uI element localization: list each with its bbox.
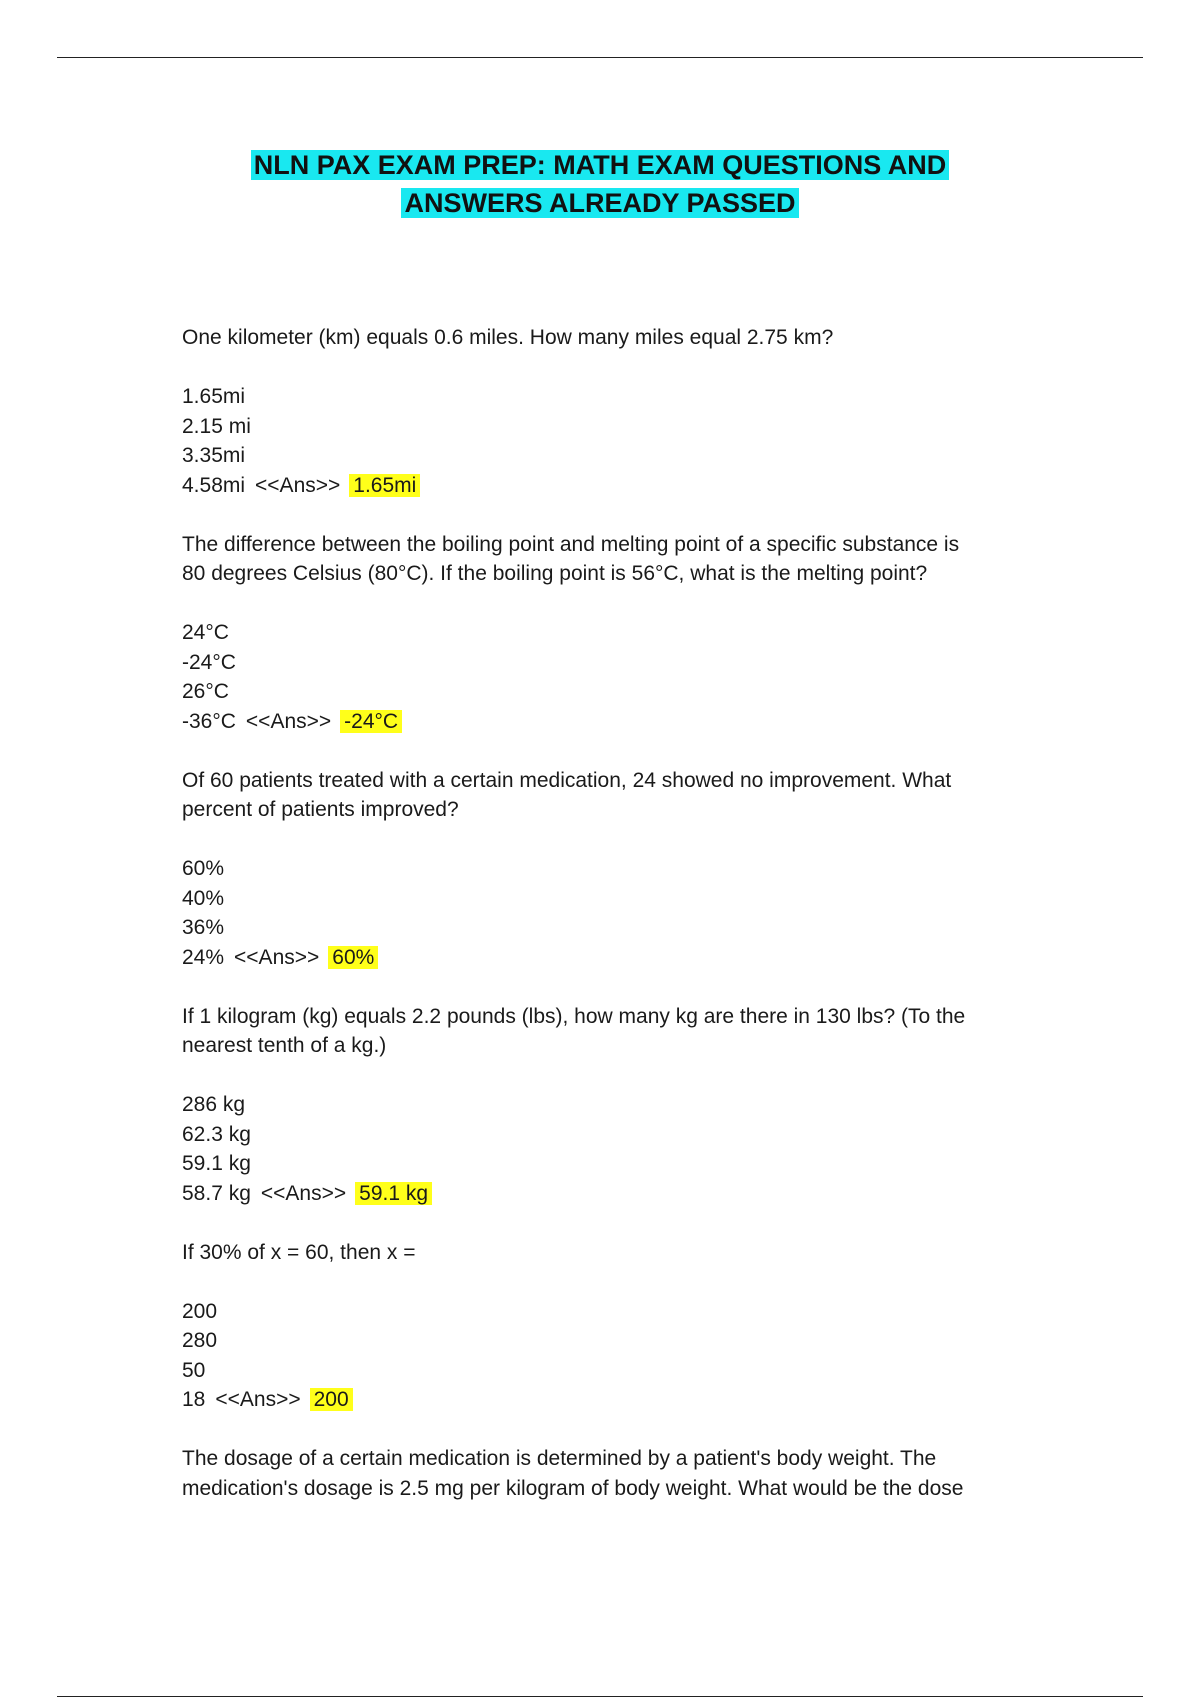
answer-marker: <<Ans>> [215, 1388, 301, 1411]
answer-marker: <<Ans>> [260, 1181, 347, 1205]
option: 40% [182, 886, 225, 910]
option: 286 kg [182, 1093, 246, 1116]
question-1-text: One kilometer (km) equals 0.6 miles. How many miles equal 2.75 km? [182, 326, 834, 349]
bottom-divider [57, 1696, 1143, 1697]
option: 24% [182, 945, 225, 969]
option: 59.1 kg [182, 1152, 251, 1175]
option: 26°C [182, 680, 229, 703]
option: -36°C [182, 709, 236, 733]
option-with-answer [182, 1385, 1042, 1415]
option: 60% [182, 857, 225, 880]
option-with-answer [182, 471, 1042, 501]
option: 2.15 mi [182, 414, 251, 438]
answer-marker: <<Ans>> [234, 945, 320, 969]
top-divider [57, 57, 1143, 58]
question-list [182, 323, 1042, 1533]
question-5-text: If 30% of x = 60, then x = [182, 1240, 416, 1264]
option: 4.58mi [182, 473, 246, 497]
answer-marker: <<Ans>> [245, 709, 332, 733]
option: 3.35mi [182, 444, 246, 467]
option: 1.65mi [182, 385, 246, 408]
answer-highlight: 60% [328, 946, 378, 969]
option: 62.3 kg [182, 1122, 251, 1146]
answer-highlight: 59.1 kg [355, 1182, 432, 1205]
question-2-options [182, 618, 1042, 736]
answer-highlight: -24°C [340, 710, 402, 733]
option: 36% [182, 916, 225, 939]
question-1-options [182, 382, 1042, 500]
document-title [0, 146, 1200, 222]
option: 18 [182, 1388, 206, 1411]
question-4-text: If 1 kilogram (kg) equals 2.2 pounds (lbs), how many kg are there in 130 lbs? (To the nearest tenth of a kg.) [182, 1004, 966, 1057]
question-2-text: The difference between the boiling point and melting point of a specific substance is 80 degrees Celsius (80°C). If the boiling point is 56°C, what is the melting point? [182, 532, 960, 585]
question-4-options [182, 1090, 1042, 1208]
question-3-text: Of 60 patients treated with a certain medication, 24 showed no improvement. What percent of patients improved? [182, 768, 952, 821]
question-6-text: The dosage of a certain medication is determined by a patient's body weight. The medication's dosage is 2.5 mg per kilogram of body weight. What would be the dose [182, 1447, 964, 1500]
option: 58.7 kg [182, 1181, 251, 1205]
option-with-answer [182, 943, 1042, 973]
option: 24°C [182, 621, 229, 644]
answer-highlight: 1.65mi [349, 474, 420, 497]
answer-marker: <<Ans>> [255, 473, 341, 497]
question-5-options [182, 1297, 1042, 1415]
option: -24°C [182, 650, 236, 674]
option: 200 [182, 1299, 218, 1323]
title-line-1: NLN PAX EXAM PREP: MATH EXAM QUESTIONS AND [251, 150, 950, 180]
answer-highlight: 200 [310, 1388, 353, 1411]
question-3-options [182, 854, 1042, 972]
option-with-answer [182, 1179, 1042, 1209]
title-line-2: ANSWERS ALREADY PASSED [401, 188, 798, 218]
option: 50 [182, 1358, 206, 1382]
option-with-answer [182, 707, 1042, 737]
option: 280 [182, 1329, 218, 1352]
